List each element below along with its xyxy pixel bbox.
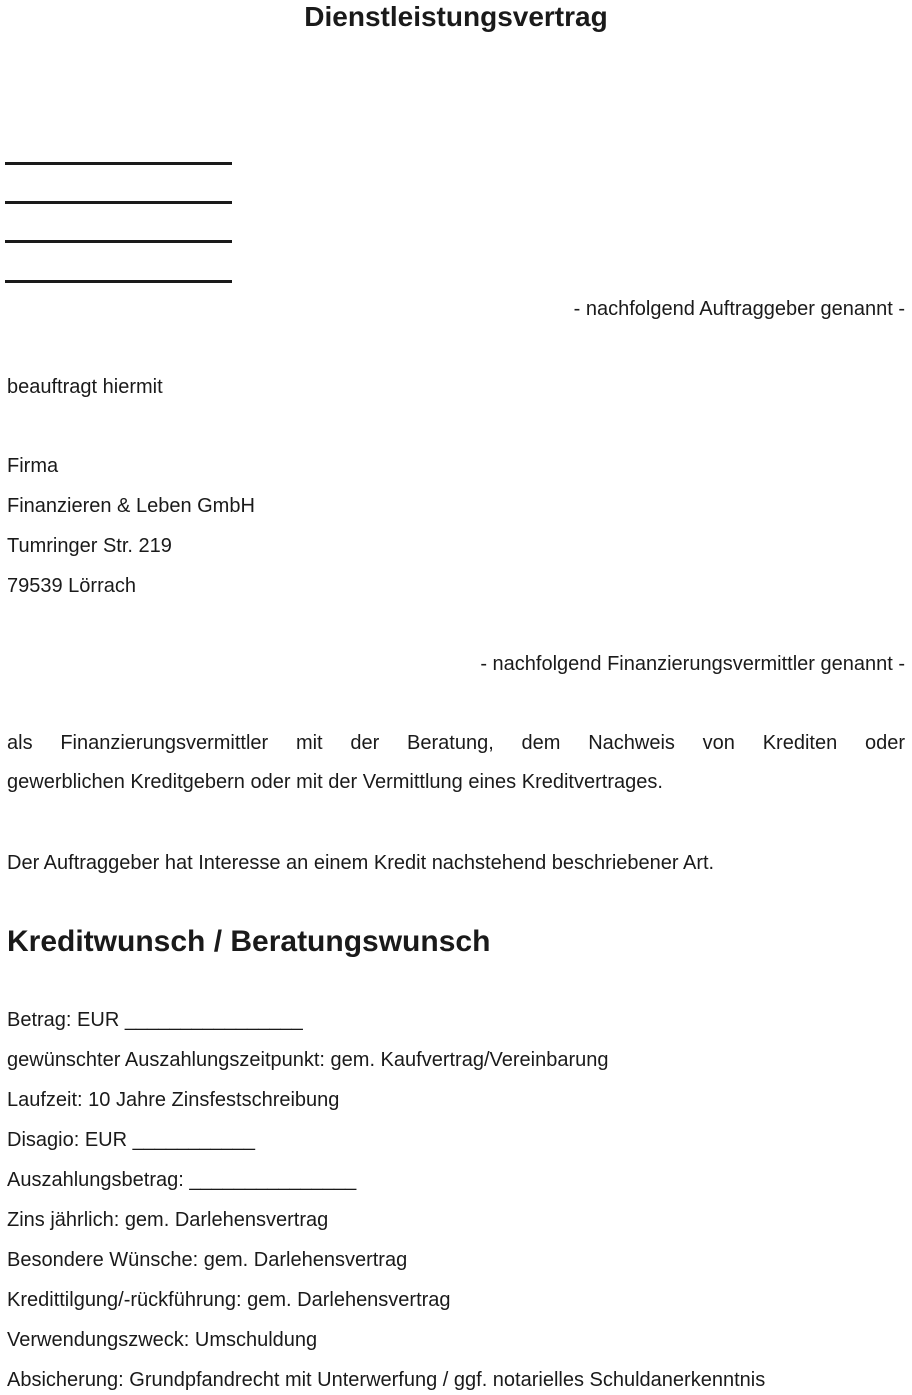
- client-designation-line: - nachfolgend Auftraggeber genannt -: [573, 298, 905, 320]
- interest-line: Der Auftraggeber hat Interesse an einem Kredit nachstehend beschriebener Art.: [7, 852, 715, 874]
- detail-zins-jaehrlich: Zins jährlich: gem. Darlehensvertrag: [7, 1209, 329, 1231]
- detail-betrag: Betrag: EUR ________________: [7, 1009, 303, 1031]
- scope-line-1: als Finanzierungsvermittler mit der Beratung, dem Nachweis von Krediten oder: [7, 732, 905, 754]
- scope-line-2: gewerblichen Kreditgebern oder mit der Vermittlung eines Kreditvertrages.: [7, 771, 663, 793]
- detail-auszahlungsbetrag: Auszahlungsbetrag: _______________: [7, 1169, 357, 1191]
- fill-in-line: [5, 240, 232, 243]
- detail-disagio: Disagio: EUR ___________: [7, 1129, 255, 1151]
- detail-besondere-wuensche: Besondere Wünsche: gem. Darlehensvertrag: [7, 1249, 408, 1271]
- contractor-address-block: [7, 446, 255, 606]
- credit-details-list: [7, 1000, 905, 1395]
- scope-paragraph: [7, 724, 905, 802]
- detail-absicherung: Absicherung: Grundpfandrecht mit Unterwerfung / ggf. notarielles Schuldanerkenntnis: [7, 1369, 766, 1391]
- contractor-company-name: Finanzieren & Leben GmbH: [7, 495, 255, 517]
- contractor-firma-label: Firma: [7, 455, 59, 477]
- fill-in-line: [5, 280, 232, 283]
- section-heading-kreditwunsch: Kreditwunsch / Beratungswunsch: [7, 925, 491, 958]
- contractor-street: Tumringer Str. 219: [7, 535, 172, 557]
- detail-laufzeit: Laufzeit: 10 Jahre Zinsfestschreibung: [7, 1089, 340, 1111]
- detail-kredittilgung: Kredittilgung/-rückführung: gem. Darlehensvertrag: [7, 1289, 451, 1311]
- document-title: Dienstleistungsvertrag: [304, 1, 608, 32]
- commission-line: beauftragt hiermit: [7, 376, 163, 398]
- contractor-designation-line: - nachfolgend Finanzierungsvermittler genannt -: [480, 653, 905, 675]
- detail-verwendungszweck: Verwendungszweck: Umschuldung: [7, 1329, 318, 1351]
- fill-in-line: [5, 201, 232, 204]
- contractor-city: 79539 Lörrach: [7, 575, 136, 597]
- detail-auszahlungszeitpunkt: gewünschter Auszahlungszeitpunkt: gem. Kaufvertrag/Vereinbarung: [7, 1049, 609, 1071]
- fill-in-line: [5, 162, 232, 165]
